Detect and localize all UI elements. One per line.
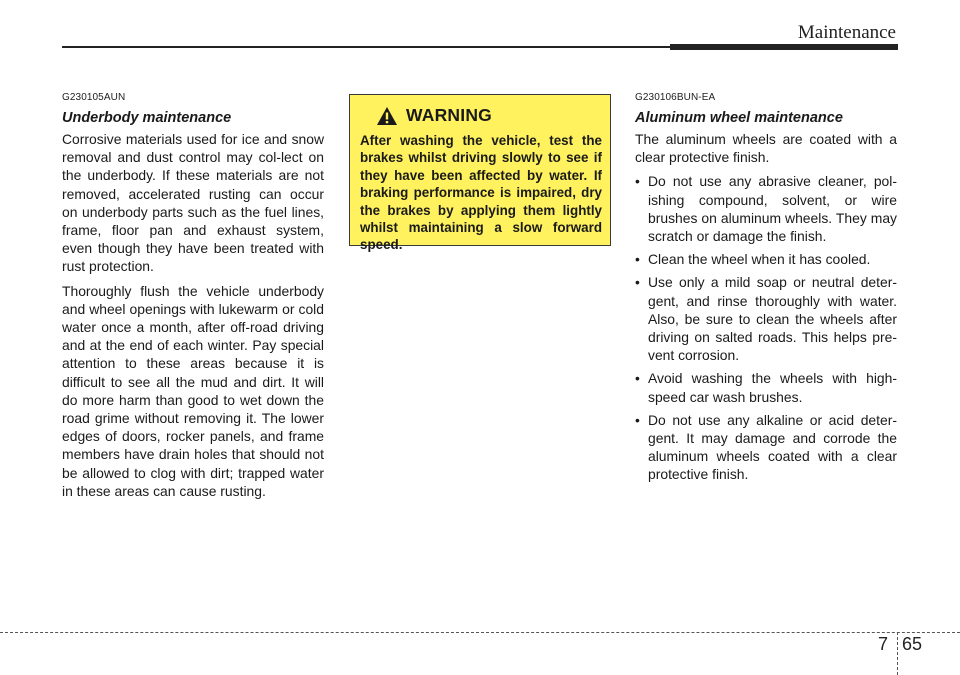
chapter-number: 7	[878, 634, 889, 654]
list-item	[635, 369, 897, 405]
bullet-icon: •	[635, 251, 640, 268]
list-item-text: Avoid washing the wheels with high-speed car wash brushes.	[648, 370, 897, 405]
bullet-list	[635, 172, 897, 483]
section-heading: Underbody maintenance	[62, 110, 232, 126]
footer-divider	[897, 632, 898, 675]
warning-header	[376, 105, 602, 126]
list-item-text: Use only a mild soap or neutral deter-gent, and rinse thoroughly with water. Also, be sure to clean the wheels after driving on salted roads. This helps pre-vent corrosion.	[648, 274, 897, 364]
paragraph: Corrosive materials used for ice and snow removal and dust control may col-lect on the underbody. If these materials are not removed, accelerated rusting can occur on underbody parts such as the fuel lines, frame, floor pan and exhaust system, even though they have been treated with rust protection.	[62, 131, 324, 275]
section-title: Maintenance	[797, 22, 896, 43]
warning-title: WARNING	[406, 105, 492, 125]
warning-triangle-icon	[376, 106, 398, 126]
paragraph: Thoroughly flush the vehicle underbody and wheel openings with lukewarm or cold water once a month, after off-road driving and at the end of each winter. Pay special attention to these areas because it is difficult to see all the mud and dirt. It will do more harm than good to wet down the road grime without removing it. The lower edges of doors, rocker panels, and frame members have drain holes that should not be allowed to clog with dirt; trapped water in these areas can cause rusting.	[62, 282, 324, 499]
bullet-icon: •	[635, 370, 640, 387]
section-code: G230105AUN	[62, 92, 126, 103]
list-item-text: Clean the wheel when it has cooled.	[648, 251, 871, 268]
header-rule	[62, 46, 670, 48]
bullet-icon: •	[635, 411, 640, 428]
footer-rule	[0, 632, 960, 633]
underbody-section	[62, 92, 324, 506]
warning-box	[349, 94, 611, 253]
aluminum-wheel-section	[635, 92, 897, 489]
list-item-text: Do not use any abrasive cleaner, pol-ishing compound, solvent, or wire brushes on aluminum wheels. They may scratch or damage the finish.	[648, 173, 897, 245]
bullet-icon: •	[635, 274, 640, 291]
list-item-text: Do not use any alkaline or acid deter-gent. It may damage and corrode the aluminum wheels coated with a clear protective finish.	[648, 411, 897, 483]
list-item	[635, 172, 897, 245]
bullet-icon: •	[635, 173, 640, 190]
list-item	[635, 250, 897, 268]
list-item	[635, 411, 897, 484]
page-number: 65	[902, 634, 923, 654]
header-bar	[670, 44, 898, 50]
paragraph: The aluminum wheels are coated with a clear protective finish.	[635, 131, 897, 166]
list-item	[635, 273, 897, 364]
warning-text: After washing the vehicle, test the brakes whilst driving slowly to see if they have been affected by water. If braking performance is impaired, dry the brakes by applying them lightly whilst maintaining a slow forward speed.	[360, 133, 602, 253]
section-heading: Aluminum wheel maintenance	[635, 110, 843, 126]
section-code: G230106BUN-EA	[635, 92, 716, 103]
